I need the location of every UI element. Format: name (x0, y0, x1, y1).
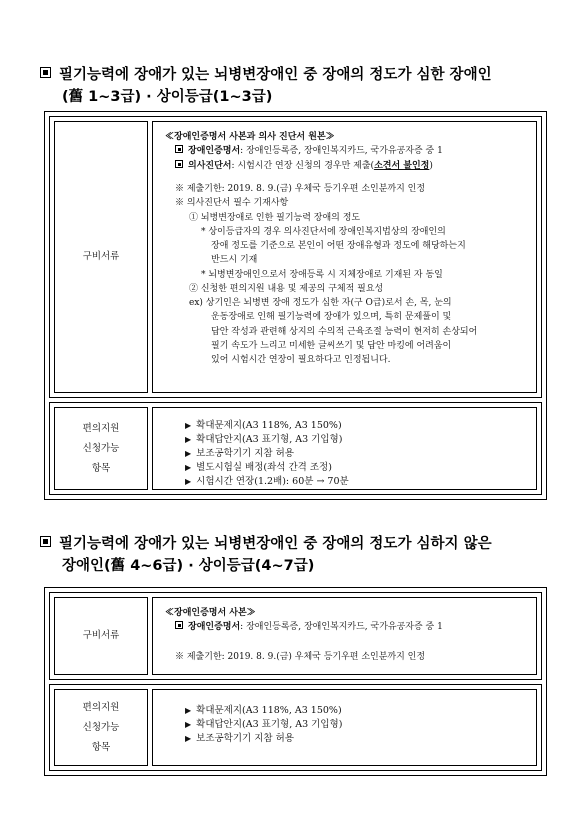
square-bullet-icon (175, 621, 183, 629)
support-label-line3: 항목 (91, 462, 111, 474)
triangle-bullet-icon: ▶ (185, 720, 192, 729)
section1-title-line2: (舊 1~3급) · 상이등급(1~3급) (62, 89, 273, 105)
docs-content (152, 597, 537, 675)
support-label-line1: 편의지원 (82, 701, 120, 713)
triangle-bullet-icon: ▶ (185, 734, 192, 743)
triangle-bullet-icon: ▶ (185, 449, 192, 458)
triangle-bullet-icon: ▶ (185, 421, 192, 430)
req2: ② 신청한 편의지원 내용 및 제공의 구체적 필요성 (189, 284, 384, 294)
diag-line (175, 159, 433, 173)
req1-note2: * 뇌병변장애인으로서 장애등록 시 지체장애로 기재된 자 동일 (201, 270, 443, 280)
req1-note-a: * 상이등급자의 경우 의사진단서에 장애인복지법상의 장애인의 (201, 227, 446, 237)
cert-text: : 장애인등록증, 장애인복지카드, 국가유공자증 중 1 (240, 622, 443, 632)
triangle-bullet-icon: ▶ (185, 435, 192, 444)
section1-title-line1: 필기능력에 장애가 있는 뇌병변장애인 중 장애의 정도가 심한 장애인 (59, 67, 492, 83)
square-bullet-icon (40, 67, 51, 78)
square-bullet-icon (175, 145, 183, 153)
docs-content (152, 121, 537, 393)
diag-label: 의사진단서 (188, 161, 232, 171)
deadline-line: ※ 제출기한: 2019. 8. 9.(금) 우체국 등기우편 소인분까지 인정 (175, 184, 426, 194)
support-content (152, 407, 537, 490)
req1-note-b: 장애 정도를 기준으로 본인이 어떤 장애유형과 정도에 해당하는지 (211, 241, 466, 251)
deadline-line: ※ 제출기한: 2019. 8. 9.(금) 우체국 등기우편 소인분까지 인정 (175, 652, 426, 662)
docs-header: ≪장애인증명서 사본≫ (165, 608, 256, 618)
ex-line3: 답안 작성과 관련해 상지의 수의적 근육조절 능력이 현저히 손상되어 (211, 327, 478, 337)
support-item: ▶ 확대문제지(A3 118%, A3 150%) (185, 420, 342, 431)
triangle-bullet-icon: ▶ (185, 706, 192, 715)
docs-label: 구비서류 (54, 121, 148, 393)
support-label-line1: 편의지원 (82, 422, 120, 434)
section1-heading (40, 64, 492, 108)
diag-text: : 시험시간 연장 신청의 경우만 제출( (231, 161, 375, 171)
req1-note-c: 반드시 기재 (211, 255, 258, 265)
ex-line4: 필기 속도가 느리고 미세한 글씨쓰기 및 답안 마킹에 어려움이 (211, 341, 452, 351)
section2-docs-row (49, 592, 542, 680)
ex-line2: 운동장애로 인해 필기능력에 장애가 있으며, 특히 문제풀이 및 (211, 312, 452, 322)
cert-line (175, 620, 443, 634)
support-item: ▶ 보조공학기기 지참 허용 (185, 448, 294, 459)
cert-text: : 장애인등록증, 장애인복지카드, 국가유공자증 중 1 (240, 146, 443, 156)
support-item: ▶ 시험시간 연장(1.2배): 60분 → 70분 (185, 476, 349, 487)
section1-support-row (49, 402, 542, 495)
diag-end: ) (429, 161, 433, 171)
support-item: ▶ 확대답안지(A3 표기형, A3 기입형) (185, 434, 343, 445)
req1: ① 뇌병변장애로 인한 필기능력 장애의 정도 (189, 213, 361, 223)
docs-header: ≪장애인증명서 사본과 의사 진단서 원본≫ (165, 132, 335, 142)
support-item: ▶ 별도시험실 배정(좌석 간격 조정) (185, 462, 332, 473)
support-item: ▶ 확대문제지(A3 118%, A3 150%) (185, 705, 342, 716)
support-label (54, 407, 148, 490)
section2-heading (40, 533, 492, 577)
docs-label: 구비서류 (54, 597, 148, 675)
support-item: ▶ 보조공학기기 지참 허용 (185, 733, 294, 744)
support-content (152, 689, 537, 766)
section2-title-line1: 필기능력에 장애가 있는 뇌병변장애인 중 장애의 정도가 심하지 않은 (59, 536, 492, 552)
cert-label: 장애인증명서 (188, 146, 241, 156)
support-label-line2: 신청가능 (82, 442, 120, 454)
square-bullet-icon (175, 160, 183, 168)
support-label-line3: 항목 (91, 741, 111, 753)
triangle-bullet-icon: ▶ (185, 477, 192, 486)
section2-support-row (49, 684, 542, 771)
cert-label: 장애인증명서 (188, 622, 241, 632)
support-item: ▶ 확대답안지(A3 표기형, A3 기입형) (185, 719, 343, 730)
required-title: ※ 의사진단서 필수 기재사항 (175, 198, 289, 208)
section1-table (44, 111, 547, 500)
support-label (54, 689, 148, 766)
ex-line5: 있어 시험시간 연장이 필요하다고 인정됩니다. (211, 355, 391, 365)
section2-title-line2: 장애인(舊 4~6급) · 상이등급(4~7급) (62, 558, 315, 574)
triangle-bullet-icon: ▶ (185, 463, 192, 472)
diag-underline: 소견서 불인정 (374, 161, 430, 171)
square-bullet-icon (40, 536, 51, 547)
cert-line (175, 144, 443, 158)
support-label-line2: 신청가능 (82, 721, 120, 733)
ex-line1: ex) 상기인은 뇌병변 장애 정도가 심한 자(구 O급)로서 손, 목, 눈의 (189, 298, 452, 308)
section1-docs-row (49, 116, 542, 398)
section2-table (44, 587, 547, 776)
